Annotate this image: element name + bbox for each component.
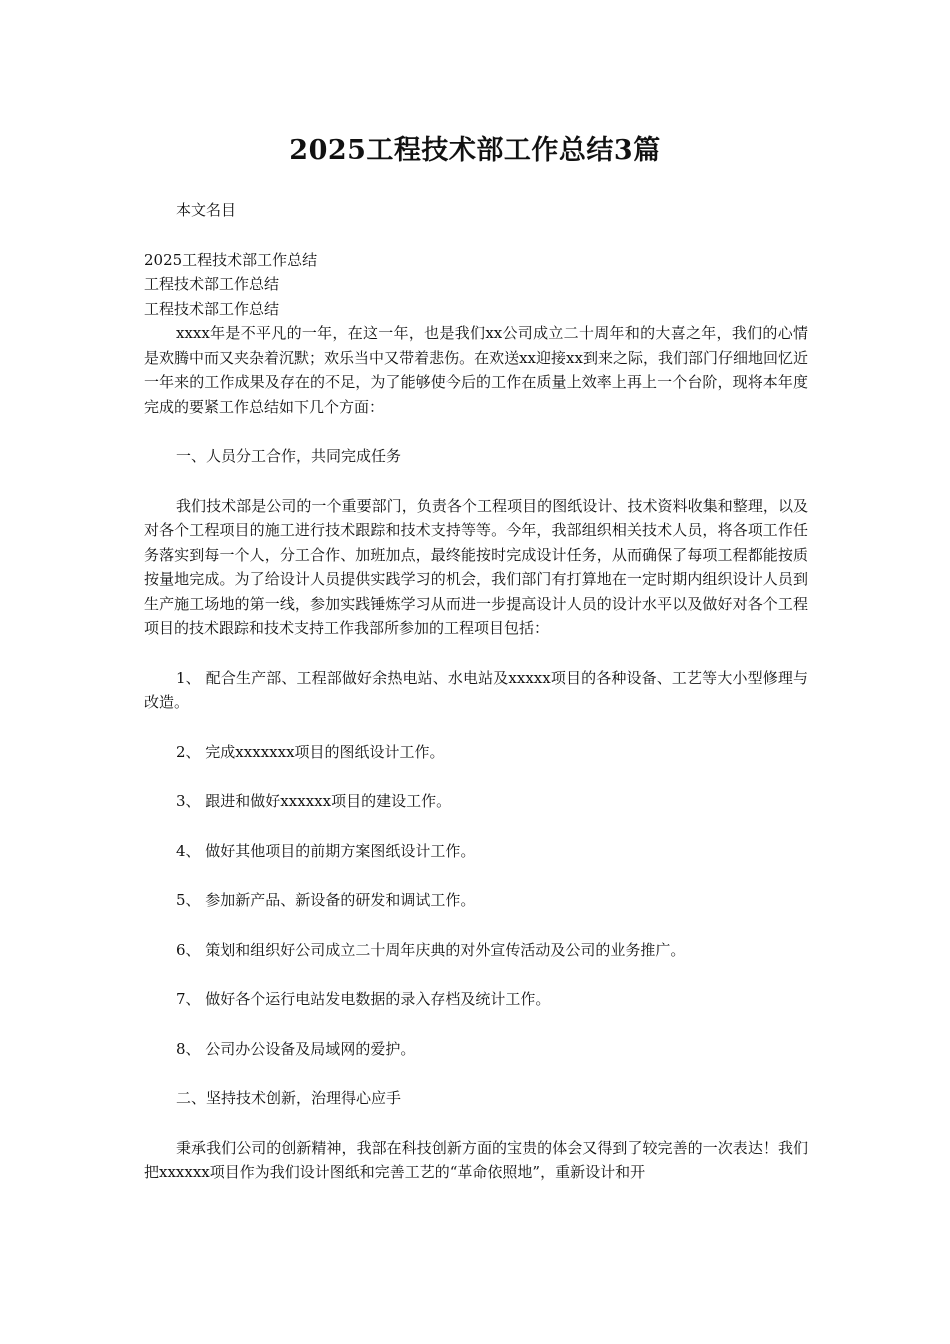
toc-list <box>144 248 808 322</box>
list-item: 3、 跟进和做好xxxxxx项目的建设工作。 <box>176 792 452 810</box>
toc-entry: 2025工程技术部工作总结 <box>144 250 318 269</box>
list-item: 1、 配合生产部、工程部做好余热电站、水电站及xxxxx项目的各种设备、工艺等大小型修理与改造。 <box>144 668 808 711</box>
project-list <box>144 666 808 1062</box>
list-item: 5、 参加新产品、新设备的研发和调试工作。 <box>176 891 476 909</box>
list-item: 4、 做好其他项目的前期方案图纸设计工作。 <box>176 841 476 860</box>
toc-heading: 本文名目 <box>176 201 237 219</box>
list-item: 7、 做好各个运行电站发电数据的录入存档及统计工作。 <box>176 990 551 1008</box>
list-item: 8、 公司办公设备及局域网的爱护。 <box>176 1039 416 1058</box>
section1-heading: 一、人员分工合作，共同完成任务 <box>176 447 402 465</box>
section2-heading: 二、坚持技术创新，治理得心应手 <box>176 1089 402 1107</box>
document-body <box>144 198 808 1185</box>
document-title: 2025工程技术部工作总结3篇 <box>289 135 661 166</box>
section1-paragraph: 我们技术部是公司的一个重要部门，负责各个工程项目的图纸设计、技术资料收集和整理，以及对各个工程项目的施工进行技术跟踪和技术支持等等。今年，我部组织相关技术人员，将各项工作任务落实到每一个人，分工合作、加班加点，最终能按时完成设计任务，从而确保了每项工程都能按质按量地完成。为了给设计人员提供实践学习的机会，我们部门有打算地在一定时期内组织设计人员到生产施工场地的第一线，参加实践锤炼学习从而进一步提高设计人员的设计水平以及做好对各个工程项目的技术跟踪和技术支持工作我部所参加的工程项目包括： <box>144 496 808 637</box>
toc-entry: 工程技术部工作总结 <box>144 275 280 293</box>
list-item: 2、 完成xxxxxxx项目的图纸设计工作。 <box>176 742 445 761</box>
section2-paragraph: 秉承我们公司的创新精神，我部在科技创新方面的宝贵的体会又得到了较完善的一次表达！我们把xxxxxx项目作为我们设计图纸和完善工艺的“革命依照地”，重新设计和开 <box>144 1138 808 1181</box>
toc-entry: 工程技术部工作总结 <box>144 299 280 318</box>
intro-paragraph: xxxx年是不平凡的一年，在这一年，也是我们xx公司成立二十周年和的大喜之年，我们的心情是欢腾中而又夹杂着沉默；欢乐当中又带着悲伤。在欢送xx迎接xx到来之际，我们部门仔细地回忆近一年来的工作成果及存在的不足，为了能够使今后的工作在质量上效率上再上一个台阶，现将本年度完成的要紧工作总结如下几个方面： <box>144 324 808 416</box>
list-item: 6、 策划和组织好公司成立二十周年庆典的对外宣传活动及公司的业务推广。 <box>176 940 686 959</box>
